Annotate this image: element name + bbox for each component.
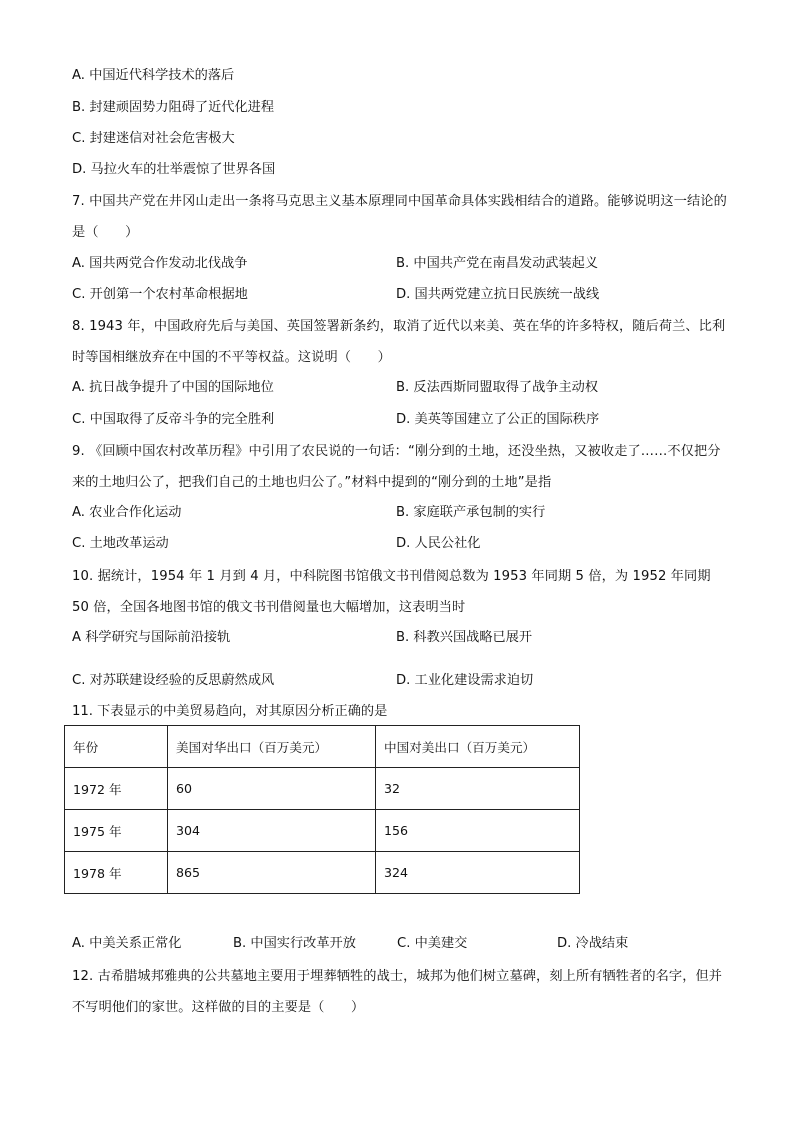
q7-option-c: C. 开创第一个农村革命根据地 <box>72 287 248 302</box>
q7-option-d: D. 国共两党建立抗日民族统一战线 <box>396 287 600 302</box>
q11-option-d: D. 冷战结束 <box>557 936 629 951</box>
q9-option-d: D. 人民公社化 <box>396 536 481 551</box>
q10-option-d: D. 工业化建设需求迫切 <box>396 673 534 688</box>
q8-option-b: B. 反法西斯同盟取得了战争主动权 <box>396 380 599 395</box>
q9-option-b: B. 家庭联产承包制的实行 <box>396 505 546 520</box>
table-cell: 304 <box>168 810 376 852</box>
table-cell: 156 <box>376 810 580 852</box>
table-cell: 865 <box>168 852 376 894</box>
q8-option-d: D. 美英等国建立了公正的国际秩序 <box>396 412 600 427</box>
table-header-cell: 年份 <box>65 726 168 768</box>
q9-option-a: A. 农业合作化运动 <box>72 505 182 520</box>
table-header-cell: 中国对美出口（百万美元） <box>376 726 580 768</box>
table-header-row <box>65 726 580 768</box>
q9-stem: 9. 《回顾中国农村改革历程》中引用了农民说的一句话：“刚分到的土地，还没坐热，又被收走了……不仅把分来的土地归公了，把我们自己的土地也归公了。”材料中提到的“刚分到的土地”是指 <box>72 444 721 490</box>
table-header-cell: 美国对华出口（百万美元） <box>168 726 376 768</box>
table-cell: 1975 年 <box>65 810 168 852</box>
q7-option-a: A. 国共两党合作发动北伐战争 <box>72 256 248 271</box>
table-row <box>65 768 580 810</box>
table-cell: 32 <box>376 768 580 810</box>
q6-option-b: B. 封建顽固势力阻碍了近代化进程 <box>72 100 275 115</box>
q8-option-a: A. 抗日战争提升了中国的国际地位 <box>72 380 274 395</box>
q11-option-c: C. 中美建交 <box>397 936 468 951</box>
q6-option-d: D. 马拉火车的壮举震惊了世界各国 <box>72 162 276 177</box>
table-row <box>65 852 580 894</box>
q10-option-c: C. 对苏联建设经验的反思蔚然成风 <box>72 673 275 688</box>
q8-option-c: C. 中国取得了反帝斗争的完全胜利 <box>72 412 275 427</box>
q10-stem: 10. 据统计，1954 年 1 月到 4 月，中科院图书馆俄文书刊借阅总数为 1953 年同期 5 倍，为 1952 年同期 50 倍，全国各地图书馆的俄文书刊借阅量也大幅增加，这表明当时 <box>72 569 711 615</box>
table-cell: 60 <box>168 768 376 810</box>
table-cell: 324 <box>376 852 580 894</box>
q7-option-b: B. 中国共产党在南昌发动武装起义 <box>396 256 599 271</box>
table-cell: 1978 年 <box>65 852 168 894</box>
q6-option-a: A. 中国近代科学技术的落后 <box>72 68 235 83</box>
table-cell: 1972 年 <box>65 768 168 810</box>
q10-option-a: A 科学研究与国际前沿接轨 <box>72 630 231 645</box>
q6-option-c: C. 封建迷信对社会危害极大 <box>72 131 235 146</box>
q12-stem: 12. 古希腊城邦雅典的公共墓地主要用于埋葬牺牲的战士，城邦为他们树立墓碑，刻上所有牺牲者的名字，但并不写明他们的家世。这样做的目的主要是（ ） <box>72 969 723 1015</box>
q8-stem: 8. 1943 年，中国政府先后与美国、英国签署新条约，取消了近代以来美、英在华的许多特权，随后荷兰、比利时等国相继放弃在中国的不平等权益。这说明（ ） <box>72 319 726 365</box>
table-row <box>65 810 580 852</box>
q11-stem: 11. 下表显示的中美贸易趋向，对其原因分析正确的是 <box>72 704 388 719</box>
q10-option-b: B. 科教兴国战略已展开 <box>396 630 533 645</box>
q11-option-b: B. 中国实行改革开放 <box>233 936 356 951</box>
q11-option-a: A. 中美关系正常化 <box>72 936 182 951</box>
q7-stem: 7. 中国共产党在井冈山走出一条将马克思主义基本原理同中国革命具体实践相结合的道路。能够说明这一结论的是（ ） <box>72 194 727 240</box>
trade-table <box>64 725 580 894</box>
q9-option-c: C. 土地改革运动 <box>72 536 169 551</box>
